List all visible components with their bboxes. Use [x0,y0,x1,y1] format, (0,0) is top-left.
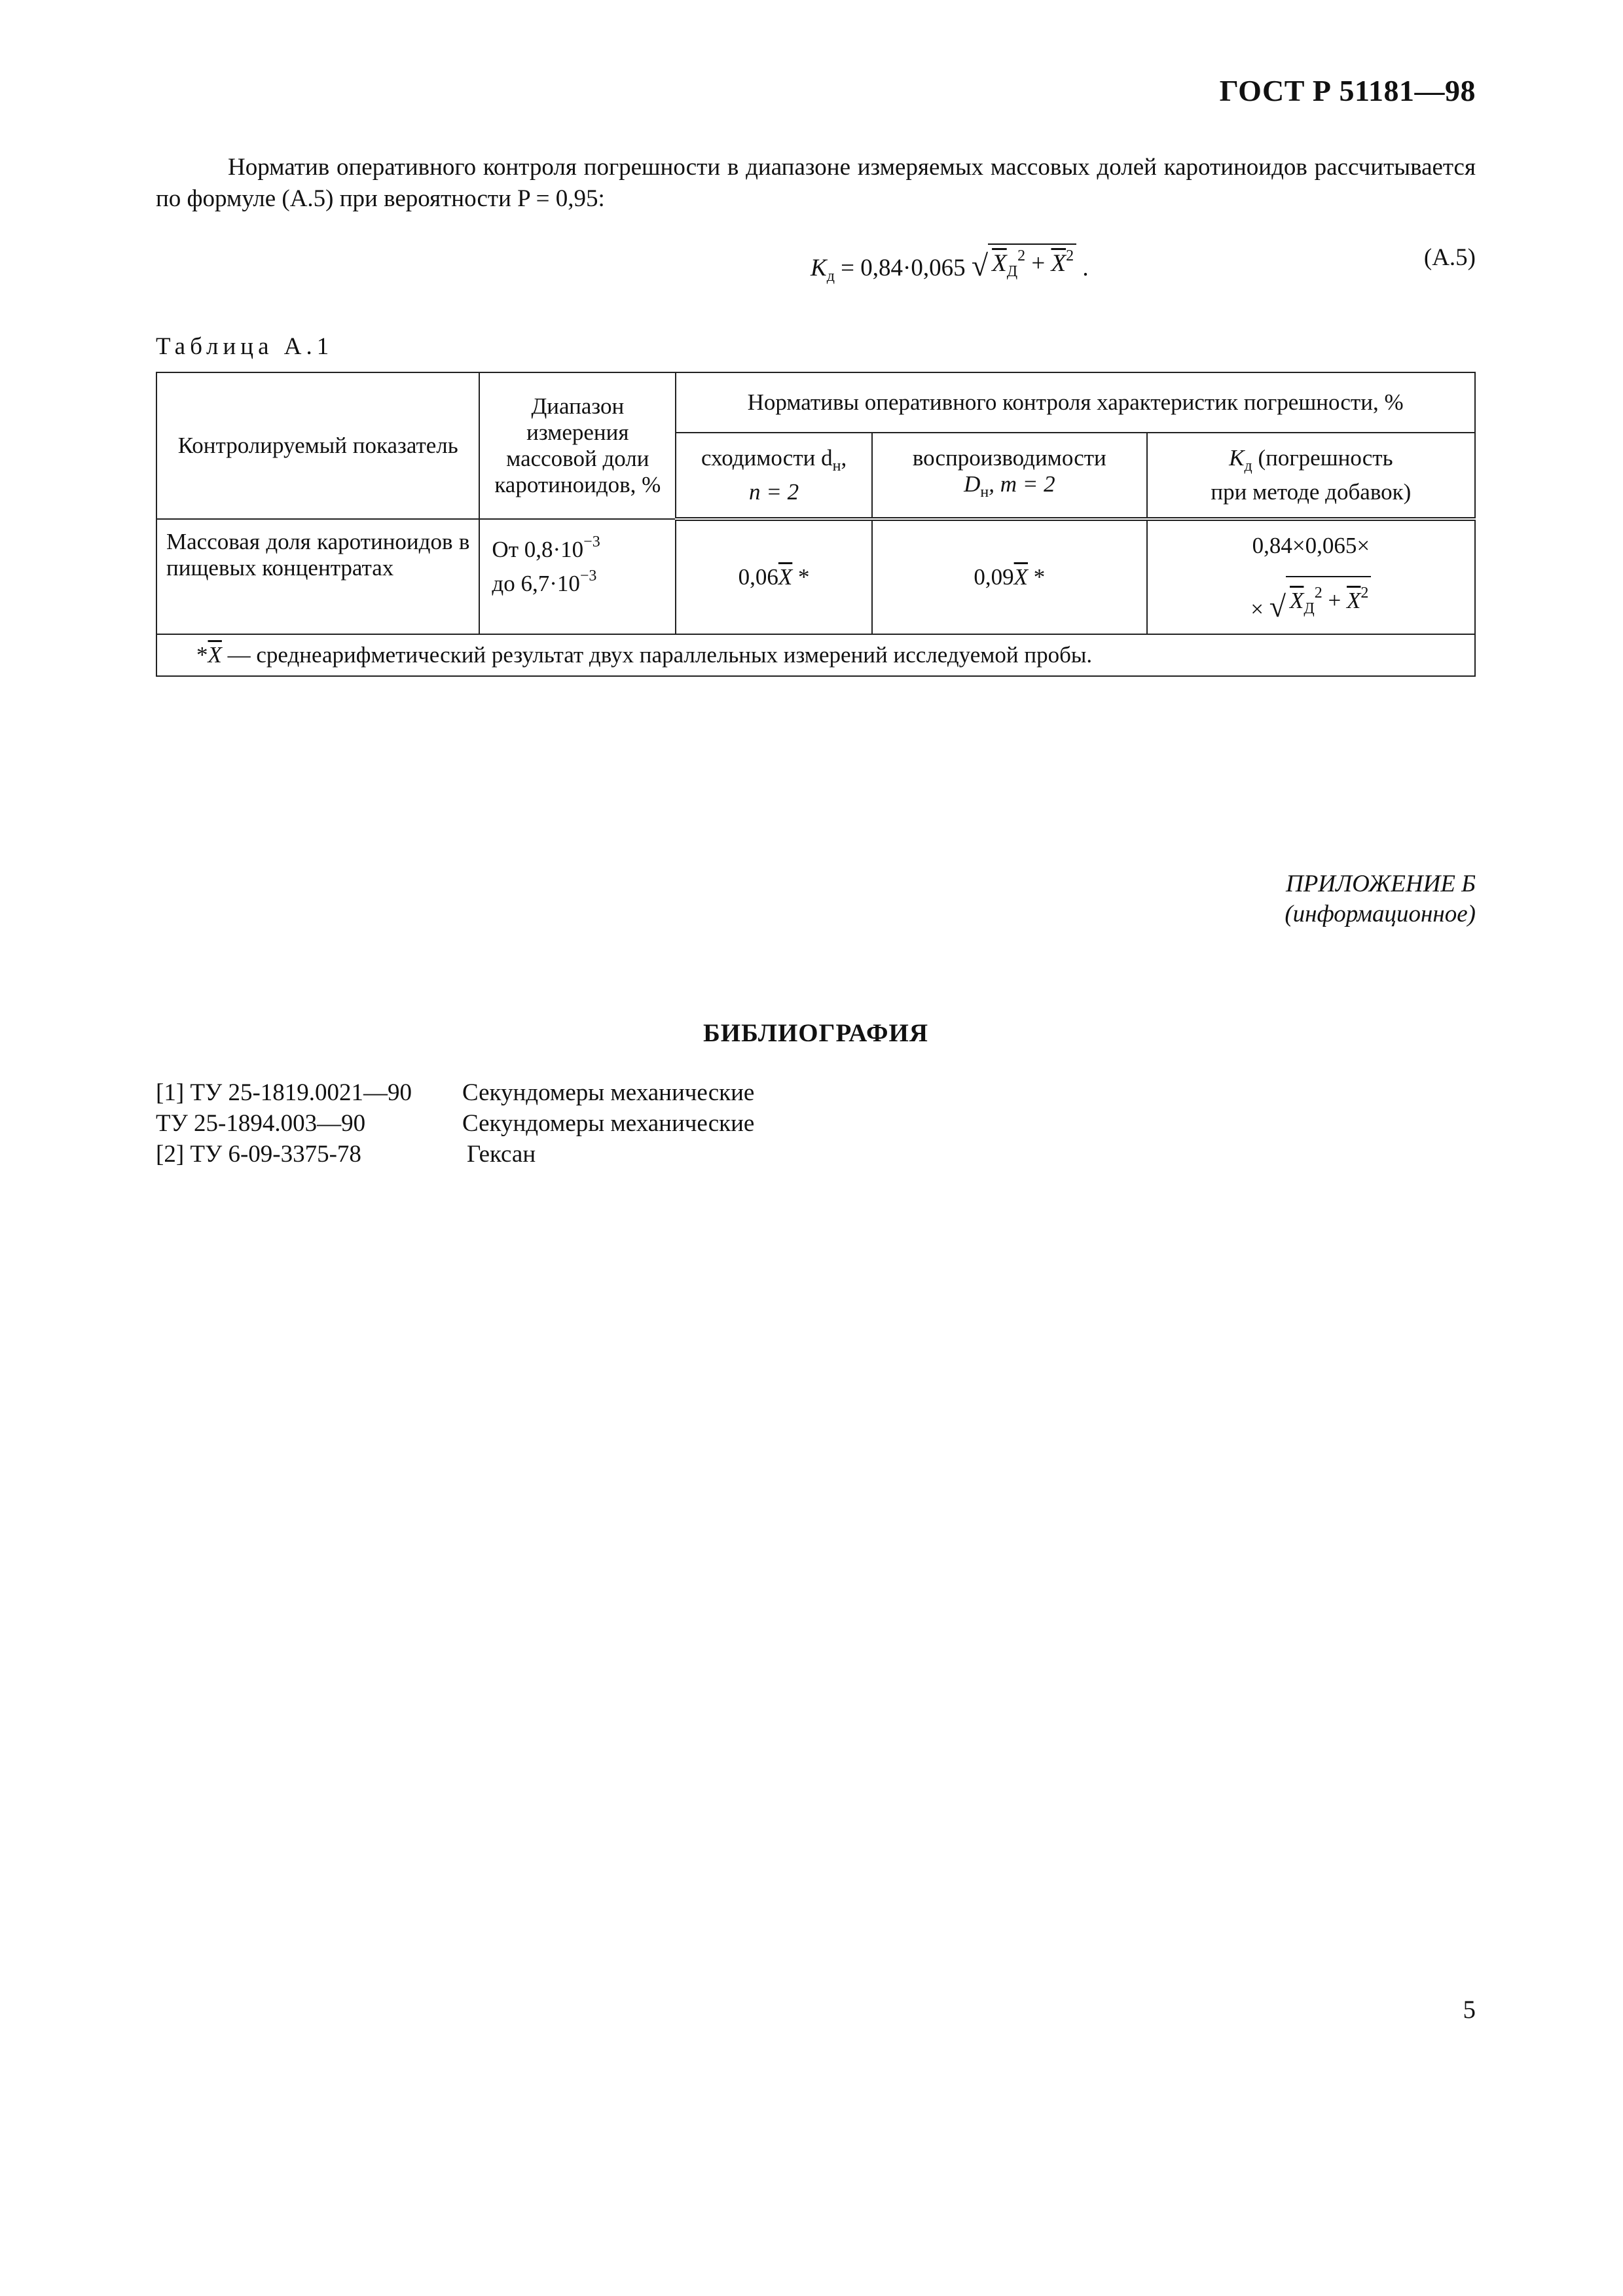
table-footnote: $*\overline{X}$ — среднеарифметический результат двух параллельных измерений исследуемой пробы. [156,634,1475,676]
square-root: √ $X_Д^2 + \overline{X}^2$ [972,243,1076,281]
header-norms-group: Нормативы оперативного контроля характеристик погрешности, % [676,372,1475,433]
document-header: ГОСТ Р 51181—98 [1219,74,1476,107]
formula-number: (А.5) [1423,244,1476,271]
cell-kd-formula: 0,84×0,065× × √ $X_Д^2 + \overline{X}^2$ [1147,519,1475,634]
cell-range: От $0,8\cdot 10^{-3}$ до $6,7\cdot 10^{-3}$ [479,519,676,634]
cell-convergence: $0,06\overline{X}$ * [676,519,872,634]
formula-a5 [156,229,1476,285]
table-caption: Таблица А.1 [156,333,334,360]
appendix-subtitle: (информационное) [1285,901,1476,927]
formula-expression: $K_д = 0,84\cdot 0,065$ √ $X_Д^2 + \overline{X}^2$ . [811,243,1089,285]
cell-indicator: Массовая доля каротиноидов в пищевых концентратах [156,519,479,634]
page-number: 5 [1463,1996,1476,2024]
header-range: Диапазон измерения массовой доли каротиноидов, % [479,372,676,519]
table-a1 [156,372,1476,677]
appendix-title: ПРИЛОЖЕНИЕ Б [1285,870,1476,897]
header-convergence: сходимости $d_н$, n = 2 [676,433,872,519]
header-reproducibility: воспроизводимости $D_н$, m = 2 [872,433,1147,519]
header-indicator: Контролируемый показатель [156,372,479,519]
square-root: √ $X_Д^2 + \overline{X}^2$ [1269,576,1372,622]
header-kd: $K_д$ (погрешность при методе добавок) [1147,433,1475,519]
appendix-label [1285,869,1476,929]
cell-reproducibility: $0,09\overline{X}$ * [872,519,1147,634]
intro-paragraph: Норматив оперативного контроля погрешности в диапазоне измеряемых массовых долей каротиноидов рассчитывается по формуле (А.5) при вероятности P = 0,95: [156,154,1476,212]
bibliography-title: БИБЛИОГРАФИЯ [702,1019,928,1047]
